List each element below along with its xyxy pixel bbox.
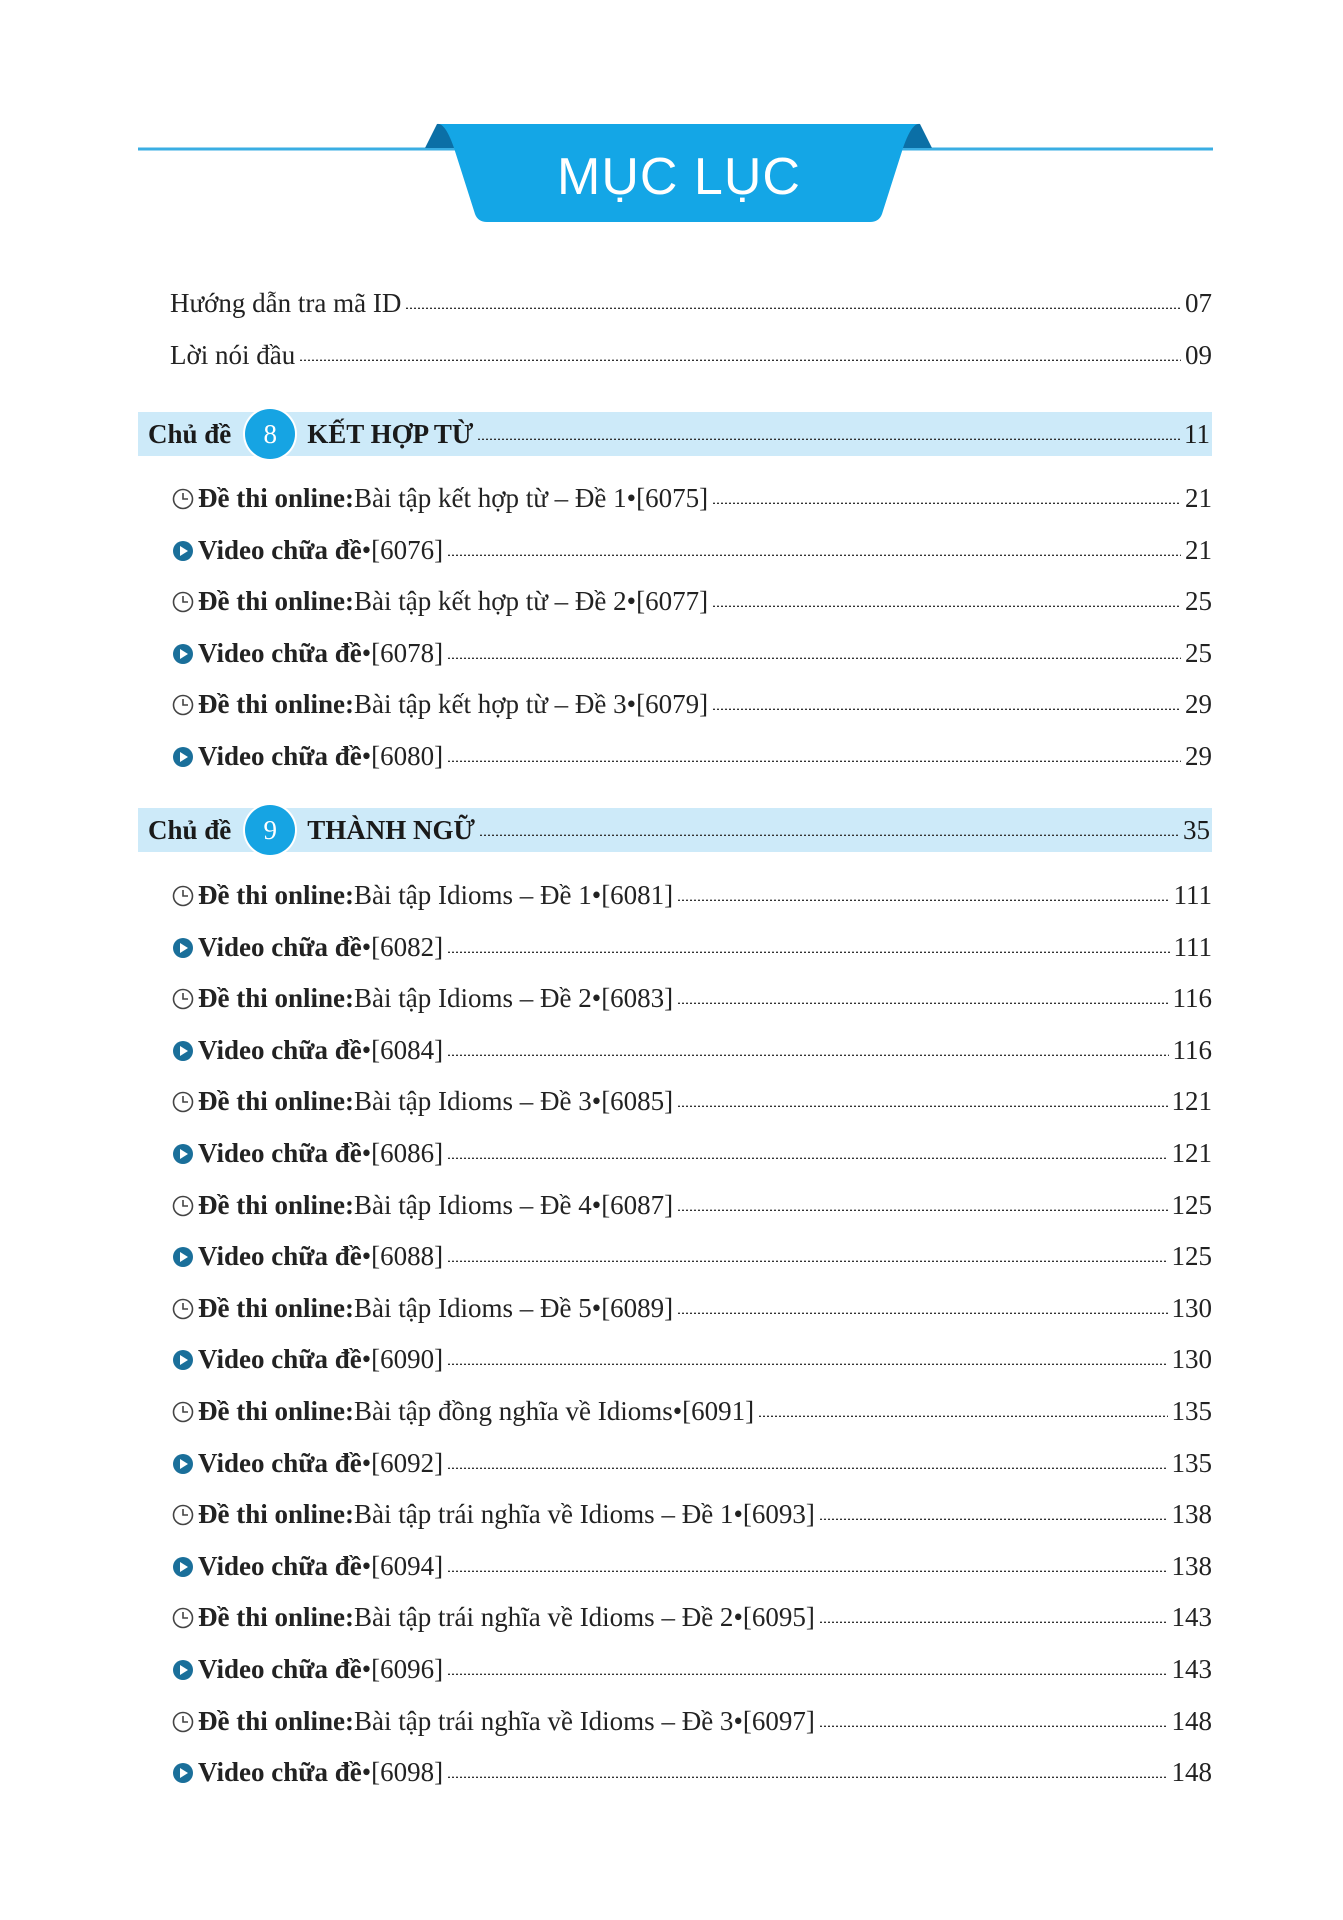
- clock-icon: [170, 691, 196, 717]
- entry-title: Bài tập Idioms – Đề 1: [354, 879, 592, 910]
- entry-kind: Đề thi online:: [198, 585, 355, 616]
- toc-row: [170, 1391, 1212, 1431]
- bullet: •: [361, 637, 372, 668]
- toc-row: [170, 335, 1212, 375]
- play-icon: [170, 743, 196, 769]
- bullet: •: [626, 585, 637, 616]
- entry-code: [6088]: [371, 1240, 444, 1271]
- entry-title: Bài tập trái nghĩa về Idioms – Đề 1: [354, 1498, 734, 1529]
- page-number: 148: [1171, 1705, 1212, 1736]
- page-number: 125: [1171, 1189, 1212, 1220]
- entry-kind: Video chữa đề: [198, 740, 362, 771]
- page-title: MỤC LỤC: [557, 148, 801, 206]
- page-number: 07: [1185, 287, 1212, 318]
- dot-leader: [477, 438, 1180, 440]
- dot-leader: [447, 554, 1181, 556]
- entry-code: [6096]: [371, 1653, 444, 1684]
- toc-label: Lời nói đầu: [170, 339, 296, 370]
- entry-kind: Video chữa đề: [198, 1447, 362, 1478]
- dot-leader: [819, 1518, 1168, 1520]
- chapter-title: THÀNH NGỮ: [307, 814, 476, 845]
- page-number: 09: [1185, 339, 1212, 370]
- dot-leader: [677, 899, 1169, 901]
- page-number: 143: [1171, 1653, 1212, 1684]
- entry-code: [6087]: [601, 1189, 674, 1220]
- page-number: 29: [1185, 688, 1212, 719]
- dot-leader: [447, 1054, 1168, 1056]
- play-icon: [170, 1759, 196, 1785]
- entry-code: [6089]: [601, 1292, 674, 1323]
- dot-leader: [677, 1312, 1167, 1314]
- entry-kind: Video chữa đề: [198, 1550, 362, 1581]
- entry-code: [6094]: [371, 1550, 444, 1581]
- chapter-prefix: Chủ đề: [148, 418, 232, 449]
- dot-leader: [712, 502, 1181, 504]
- bullet: •: [733, 1601, 743, 1632]
- toc-row: [170, 478, 1212, 518]
- entry-kind: Video chữa đề: [198, 534, 362, 565]
- entry-title: Bài tập kết hợp từ – Đề 2: [354, 585, 627, 616]
- chapter-prefix: Chủ đề: [148, 814, 232, 845]
- toc-row: [170, 1339, 1212, 1379]
- clock-icon: [170, 1604, 196, 1630]
- bullet: •: [361, 1756, 372, 1787]
- chapter-heading: [138, 412, 1212, 456]
- play-icon: [170, 1243, 196, 1269]
- entry-kind: Đề thi online:: [198, 1085, 355, 1116]
- clock-icon: [170, 588, 196, 614]
- dot-leader: [712, 605, 1181, 607]
- page-number: 135: [1171, 1447, 1212, 1478]
- toc-row: [170, 1288, 1212, 1328]
- entry-kind: Đề thi online:: [198, 1705, 355, 1736]
- entry-kind: Đề thi online:: [198, 1498, 355, 1529]
- entry-kind: Đề thi online:: [198, 482, 355, 513]
- page-number: 135: [1171, 1395, 1212, 1426]
- toc-row: [170, 684, 1212, 724]
- toc-row: [170, 1185, 1212, 1225]
- entry-kind: Video chữa đề: [198, 637, 362, 668]
- page-number: 116: [1172, 982, 1212, 1013]
- dot-leader: [677, 1105, 1167, 1107]
- dot-leader: [758, 1415, 1167, 1417]
- entry-code: [6075]: [636, 482, 709, 513]
- play-icon: [170, 1140, 196, 1166]
- dot-leader: [447, 1260, 1167, 1262]
- entry-title: Bài tập kết hợp từ – Đề 3: [354, 688, 627, 719]
- bullet: •: [361, 931, 372, 962]
- toc-row: [170, 1701, 1212, 1741]
- entry-code: [6081]: [601, 879, 674, 910]
- chapter-number-badge: 9: [245, 805, 295, 855]
- toc-row: [170, 1597, 1212, 1637]
- dot-leader: [447, 951, 1169, 953]
- dot-leader: [447, 1467, 1167, 1469]
- page-number: 121: [1171, 1085, 1212, 1116]
- clock-icon: [170, 1708, 196, 1734]
- toc-row: [170, 530, 1212, 570]
- entry-title: Bài tập kết hợp từ – Đề 1: [354, 482, 627, 513]
- page-number: 148: [1171, 1756, 1212, 1787]
- dot-leader: [479, 834, 1179, 836]
- page-number: 125: [1171, 1240, 1212, 1271]
- bullet: •: [361, 1034, 372, 1065]
- clock-icon: [170, 985, 196, 1011]
- entry-code: [6097]: [742, 1705, 815, 1736]
- bullet: •: [591, 1085, 602, 1116]
- entry-code: [6079]: [636, 688, 709, 719]
- page-number: 116: [1172, 1034, 1212, 1065]
- clock-icon: [170, 1192, 196, 1218]
- page-number: 138: [1171, 1550, 1212, 1581]
- toc-row: [170, 1133, 1212, 1173]
- bullet: •: [591, 982, 602, 1013]
- clock-icon: [170, 1088, 196, 1114]
- entry-kind: Đề thi online:: [198, 1601, 355, 1632]
- page-number: 130: [1171, 1292, 1212, 1323]
- chapter-title: KẾT HỢP TỪ: [307, 418, 474, 449]
- entry-kind: Đề thi online:: [198, 1292, 355, 1323]
- entry-code: [6090]: [371, 1343, 444, 1374]
- play-icon: [170, 1346, 196, 1372]
- dot-leader: [447, 1157, 1167, 1159]
- page-number: 111: [1173, 931, 1212, 962]
- dot-leader: [447, 1363, 1167, 1365]
- play-icon: [170, 934, 196, 960]
- bullet: •: [626, 688, 637, 719]
- page-number: 121: [1171, 1137, 1212, 1168]
- dot-leader: [447, 1776, 1167, 1778]
- entry-kind: Video chữa đề: [198, 1137, 362, 1168]
- bullet: •: [591, 1292, 602, 1323]
- entry-code: [6078]: [371, 637, 444, 668]
- page-number: 143: [1171, 1601, 1212, 1632]
- bullet: •: [626, 482, 637, 513]
- toc-row: [170, 1546, 1212, 1586]
- bullet: •: [361, 534, 372, 565]
- bullet: •: [361, 1447, 372, 1478]
- play-icon: [170, 1553, 196, 1579]
- bullet: •: [361, 740, 372, 771]
- dot-leader: [677, 1002, 1168, 1004]
- entry-kind: Đề thi online:: [198, 879, 355, 910]
- entry-code: [6095]: [742, 1601, 815, 1632]
- clock-icon: [170, 485, 196, 511]
- dot-leader: [447, 760, 1181, 762]
- entry-code: [6083]: [601, 982, 674, 1013]
- entry-code: [6080]: [371, 740, 444, 771]
- entry-code: [6086]: [371, 1137, 444, 1168]
- chapter-page-number: 35: [1183, 814, 1210, 845]
- entry-code: [6076]: [371, 534, 444, 565]
- entry-code: [6091]: [682, 1395, 755, 1426]
- entry-kind: Video chữa đề: [198, 931, 362, 962]
- play-icon: [170, 640, 196, 666]
- toc-row: [170, 1236, 1212, 1276]
- bullet: •: [361, 1550, 372, 1581]
- entry-code: [6077]: [636, 585, 709, 616]
- toc-row: [170, 927, 1212, 967]
- toc-row: [170, 1752, 1212, 1792]
- clock-icon: [170, 1501, 196, 1527]
- bullet: •: [591, 879, 602, 910]
- bullet: •: [672, 1395, 683, 1426]
- entry-kind: Video chữa đề: [198, 1343, 362, 1374]
- entry-kind: Đề thi online:: [198, 688, 355, 719]
- toc-row: [170, 283, 1212, 323]
- entry-title: Bài tập đồng nghĩa về Idioms: [354, 1395, 673, 1426]
- entry-title: Bài tập trái nghĩa về Idioms – Đề 3: [354, 1705, 734, 1736]
- entry-kind: Video chữa đề: [198, 1240, 362, 1271]
- dot-leader: [819, 1621, 1168, 1623]
- chapter-number-badge: 8: [245, 409, 295, 459]
- entry-code: [6084]: [371, 1034, 444, 1065]
- toc-row: [170, 736, 1212, 776]
- entry-kind: Video chữa đề: [198, 1034, 362, 1065]
- toc-row: [170, 633, 1212, 673]
- page-number: 25: [1185, 585, 1212, 616]
- toc-row: [170, 1649, 1212, 1689]
- clock-icon: [170, 882, 196, 908]
- dot-leader: [299, 359, 1181, 361]
- entry-kind: Video chữa đề: [198, 1653, 362, 1684]
- entry-code: [6093]: [742, 1498, 815, 1529]
- clock-icon: [170, 1398, 196, 1424]
- entry-kind: Video chữa đề: [198, 1756, 362, 1787]
- page-number: 138: [1171, 1498, 1212, 1529]
- entry-kind: Đề thi online:: [198, 1395, 355, 1426]
- play-icon: [170, 1656, 196, 1682]
- chapter-page-number: 11: [1184, 418, 1210, 449]
- toc-row: [170, 1494, 1212, 1534]
- entry-kind: Đề thi online:: [198, 982, 355, 1013]
- entry-code: [6085]: [601, 1085, 674, 1116]
- bullet: •: [361, 1137, 372, 1168]
- play-icon: [170, 1037, 196, 1063]
- entry-title: Bài tập Idioms – Đề 2: [354, 982, 592, 1013]
- toc-label: Hướng dẫn tra mã ID: [170, 287, 402, 318]
- toc-row: [170, 978, 1212, 1018]
- dot-leader: [447, 1673, 1167, 1675]
- entry-title: Bài tập Idioms – Đề 4: [354, 1189, 592, 1220]
- entry-title: Bài tập Idioms – Đề 3: [354, 1085, 592, 1116]
- bullet: •: [733, 1498, 743, 1529]
- dot-leader: [677, 1209, 1167, 1211]
- entry-title: Bài tập trái nghĩa về Idioms – Đề 2: [354, 1601, 734, 1632]
- dot-leader: [712, 708, 1181, 710]
- clock-icon: [170, 1295, 196, 1321]
- page-number: 25: [1185, 637, 1212, 668]
- bullet: •: [361, 1343, 372, 1374]
- entry-code: [6082]: [371, 931, 444, 962]
- entry-code: [6098]: [371, 1756, 444, 1787]
- page-number: 21: [1185, 482, 1212, 513]
- dot-leader: [819, 1725, 1168, 1727]
- play-icon: [170, 1450, 196, 1476]
- page-number: 111: [1173, 879, 1212, 910]
- page-number: 130: [1171, 1343, 1212, 1374]
- dot-leader: [447, 1570, 1167, 1572]
- bullet: •: [733, 1705, 743, 1736]
- toc-row: [170, 1443, 1212, 1483]
- entry-title: Bài tập Idioms – Đề 5: [354, 1292, 592, 1323]
- chapter-heading: [138, 808, 1212, 852]
- toc-row: [170, 875, 1212, 915]
- bullet: •: [361, 1653, 372, 1684]
- entry-code: [6092]: [371, 1447, 444, 1478]
- entry-kind: Đề thi online:: [198, 1189, 355, 1220]
- toc-row: [170, 1030, 1212, 1070]
- dot-leader: [405, 307, 1181, 309]
- page-number: 29: [1185, 740, 1212, 771]
- toc-row: [170, 1081, 1212, 1121]
- play-icon: [170, 537, 196, 563]
- dot-leader: [447, 657, 1181, 659]
- page-number: 21: [1185, 534, 1212, 565]
- bullet: •: [591, 1189, 602, 1220]
- toc-row: [170, 581, 1212, 621]
- bullet: •: [361, 1240, 372, 1271]
